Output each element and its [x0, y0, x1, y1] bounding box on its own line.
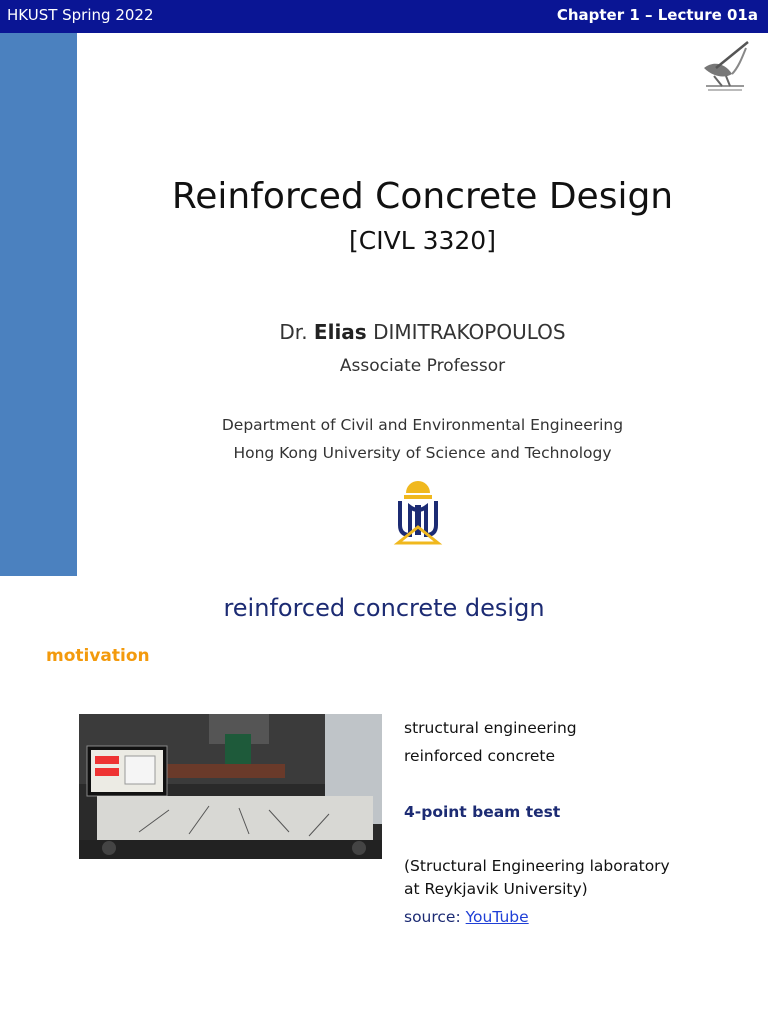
source-label: source: — [404, 908, 461, 926]
hkust-logo-icon — [390, 475, 446, 545]
instructor-role: Associate Professor — [339, 356, 506, 376]
topic-line-2: reinforced concrete — [404, 747, 556, 765]
beam-test-video-thumbnail[interactable] — [79, 714, 382, 859]
header-chapter: Chapter 1 – Lecture 01a — [556, 6, 758, 24]
course-code: [CIVL 3320] — [349, 226, 496, 255]
university: Hong Kong University of Science and Technology — [233, 444, 612, 462]
motivation-heading: motivation — [46, 646, 150, 666]
beam-test-label: 4-point beam test — [404, 803, 561, 821]
topic-line-1: structural engineering — [404, 719, 577, 737]
youtube-link[interactable]: YouTube — [465, 908, 529, 926]
header-bar — [0, 0, 768, 33]
header-course-term: HKUST Spring 2022 — [7, 6, 154, 24]
instructor-first-name: Elias — [313, 320, 367, 344]
instructor-last-name: DIMITRAKOPOULOS — [373, 320, 566, 344]
department: Department of Civil and Environmental Engineering — [221, 416, 624, 434]
instructor-prefix: Dr. — [279, 320, 308, 344]
sculpture-logo-icon — [696, 38, 754, 96]
section-title: reinforced concrete design — [223, 594, 545, 622]
instructor-name — [77, 320, 768, 344]
course-title: Reinforced Concrete Design — [171, 176, 674, 217]
source-line — [404, 908, 529, 926]
lab-line-2: at Reykjavik University) — [404, 880, 588, 898]
left-sidebar-band — [0, 33, 77, 576]
lab-line-1: (Structural Engineering laboratory — [404, 857, 670, 875]
